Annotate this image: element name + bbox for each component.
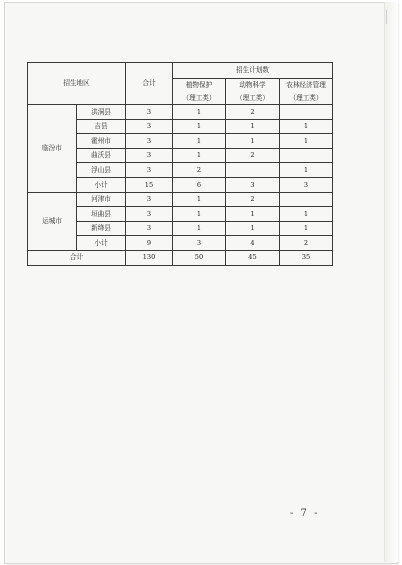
- animal-science-cell: [226, 163, 280, 178]
- plant-protection-cell: 1: [173, 207, 226, 222]
- county-cell: 曲沃县: [77, 148, 126, 163]
- header-row-main: [28, 63, 333, 79]
- agri-economics-cell: 1: [280, 119, 333, 134]
- agri-economics-cell: 2: [280, 236, 333, 251]
- major-header-agri-economics: [280, 79, 333, 105]
- region-header: 招生地区: [28, 63, 126, 105]
- major-name: 动物科学: [239, 81, 266, 89]
- major-category: （理工类）: [289, 93, 323, 102]
- animal-science-cell: 2: [226, 148, 280, 163]
- total-cell: 3: [126, 163, 173, 178]
- plant-protection-cell: 1: [173, 148, 226, 163]
- page-edge-mark: [386, 10, 393, 24]
- total-cell: 3: [126, 192, 173, 207]
- page-number: - 7 -: [290, 508, 320, 519]
- animal-science-cell: 2: [226, 105, 280, 120]
- total-cell: 3: [126, 105, 173, 120]
- plant-protection-cell: 1: [173, 192, 226, 207]
- plant-protection-cell: 1: [173, 105, 226, 120]
- major-category: （理工类）: [182, 93, 216, 102]
- major-header-animal-science: [226, 79, 280, 105]
- city-cell: 临汾市: [28, 105, 77, 193]
- major-name: 农林经济管理: [286, 81, 326, 89]
- agri-economics-cell: [280, 192, 333, 207]
- animal-science-cell: 1: [226, 134, 280, 149]
- agri-economics-cell: [280, 105, 333, 120]
- agri-economics-cell: 35: [280, 250, 333, 265]
- grand-total-label: 合计: [28, 250, 126, 265]
- plan-header: 招生计划数: [173, 63, 333, 79]
- county-cell: 霍州市: [77, 134, 126, 149]
- major-name: 植物保护: [185, 81, 213, 89]
- plant-protection-cell: 2: [173, 163, 226, 178]
- enrollment-plan-table: [27, 62, 333, 266]
- total-cell: 3: [126, 221, 173, 236]
- county-cell: 吉县: [77, 119, 126, 134]
- agri-economics-cell: 1: [280, 221, 333, 236]
- table-row: [28, 105, 333, 120]
- county-cell: 新绛县: [77, 221, 126, 236]
- plant-protection-cell: 50: [173, 250, 226, 265]
- plant-protection-cell: 6: [173, 178, 226, 193]
- county-cell: 小计: [77, 178, 126, 193]
- table-row: [28, 192, 333, 207]
- grand-total-row: [28, 250, 333, 265]
- plant-protection-cell: 1: [173, 134, 226, 149]
- agri-economics-cell: [280, 148, 333, 163]
- agri-economics-cell: 3: [280, 178, 333, 193]
- total-cell: 3: [126, 134, 173, 149]
- major-header-plant-protection: [173, 79, 226, 105]
- plant-protection-cell: 1: [173, 119, 226, 134]
- county-cell: 垣曲县: [77, 207, 126, 222]
- total-cell: 3: [126, 119, 173, 134]
- total-cell: 15: [126, 178, 173, 193]
- plant-protection-cell: 3: [173, 236, 226, 251]
- agri-economics-cell: 1: [280, 207, 333, 222]
- county-cell: 浮山县: [77, 163, 126, 178]
- city-cell: 运城市: [28, 192, 77, 250]
- animal-science-cell: 3: [226, 178, 280, 193]
- plant-protection-cell: 1: [173, 221, 226, 236]
- county-cell: 小计: [77, 236, 126, 251]
- animal-science-cell: 1: [226, 207, 280, 222]
- major-category: （理工类）: [236, 93, 269, 102]
- total-cell: 130: [126, 250, 173, 265]
- animal-science-cell: 1: [226, 221, 280, 236]
- animal-science-cell: 45: [226, 250, 280, 265]
- total-cell: 9: [126, 236, 173, 251]
- county-cell: 洪洞县: [77, 105, 126, 120]
- agri-economics-cell: 1: [280, 163, 333, 178]
- county-cell: 河津市: [77, 192, 126, 207]
- agri-economics-cell: 1: [280, 134, 333, 149]
- animal-science-cell: 4: [226, 236, 280, 251]
- animal-science-cell: 2: [226, 192, 280, 207]
- total-cell: 3: [126, 148, 173, 163]
- page-edge: [384, 2, 398, 562]
- total-cell: 3: [126, 207, 173, 222]
- animal-science-cell: 1: [226, 119, 280, 134]
- total-header: 合计: [126, 63, 173, 105]
